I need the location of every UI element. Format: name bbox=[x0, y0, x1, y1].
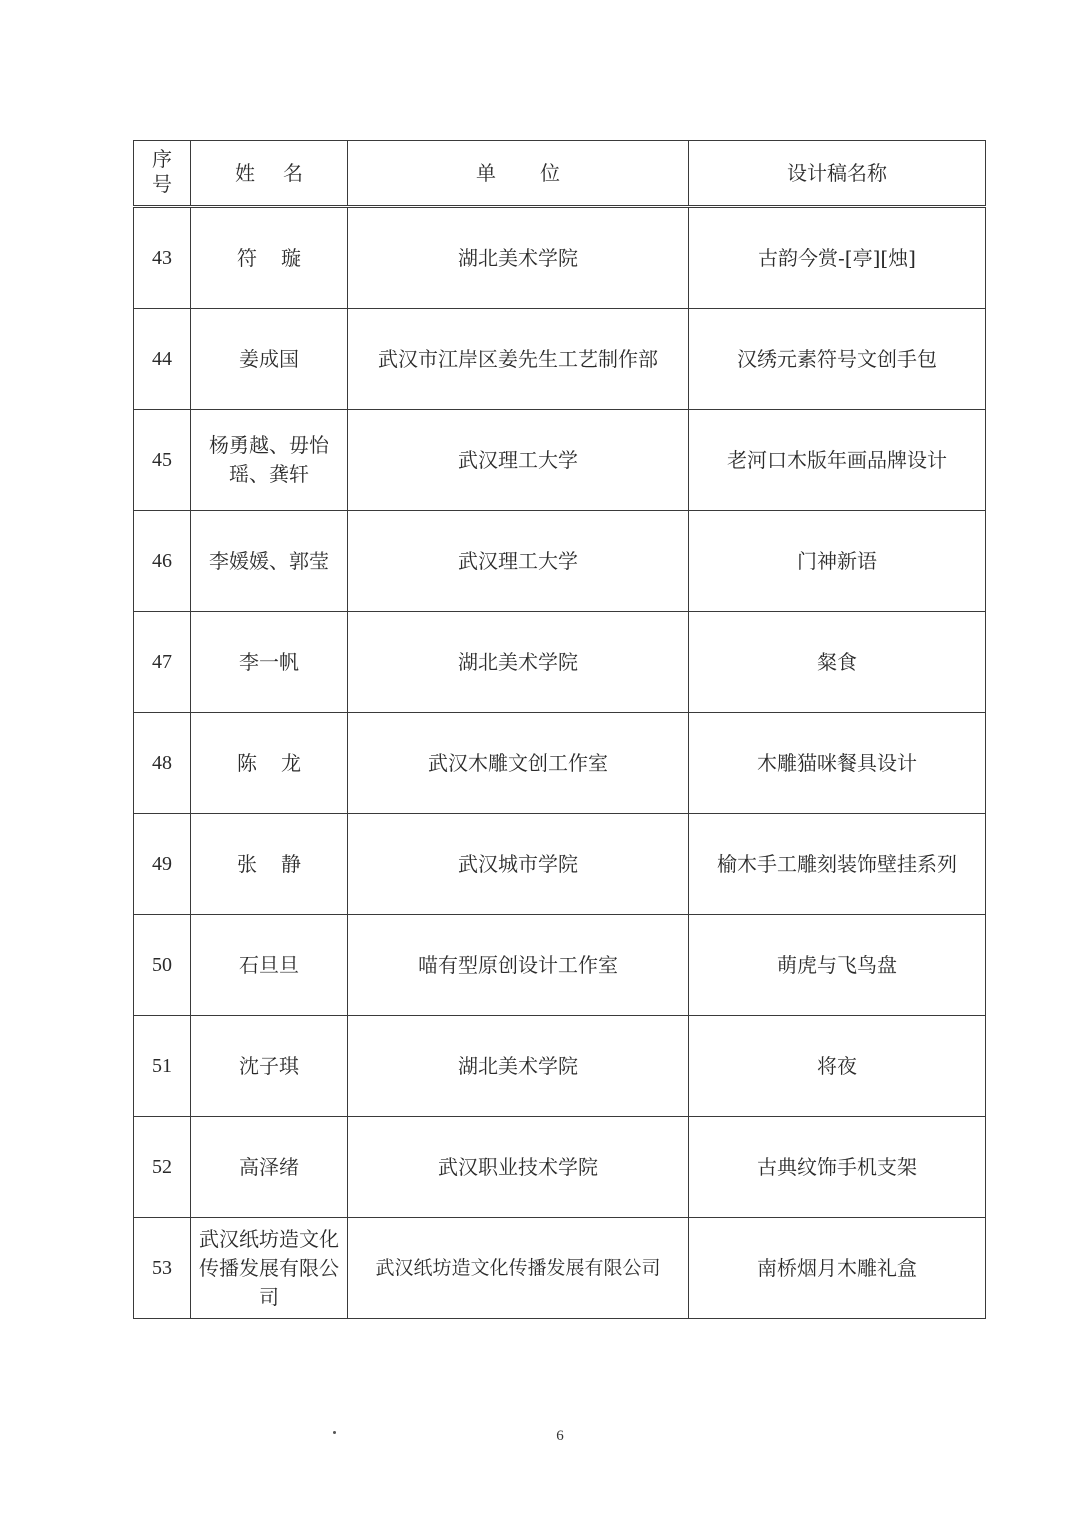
row-title: 老河口木版年画品牌设计 bbox=[689, 410, 986, 511]
header-number bbox=[134, 141, 191, 207]
row-unit: 武汉城市学院 bbox=[348, 814, 689, 915]
row-number: 51 bbox=[134, 1016, 191, 1117]
row-name: 石旦旦 bbox=[191, 915, 348, 1016]
table-header-row bbox=[134, 141, 986, 207]
row-unit: 湖北美术学院 bbox=[348, 1016, 689, 1117]
table-row bbox=[134, 814, 986, 915]
table-row bbox=[134, 713, 986, 814]
awards-table bbox=[133, 140, 986, 1319]
row-number: 53 bbox=[134, 1218, 191, 1319]
row-title: 汉绣元素符号文创手包 bbox=[689, 309, 986, 410]
row-unit: 湖北美术学院 bbox=[348, 612, 689, 713]
table-row bbox=[134, 1117, 986, 1218]
row-title: 门神新语 bbox=[689, 511, 986, 612]
row-unit: 武汉理工大学 bbox=[348, 410, 689, 511]
header-name: 姓名 bbox=[191, 141, 348, 207]
row-number: 49 bbox=[134, 814, 191, 915]
row-title: 南桥烟月木雕礼盒 bbox=[689, 1218, 986, 1319]
row-unit: 湖北美术学院 bbox=[348, 207, 689, 309]
row-name: 沈子琪 bbox=[191, 1016, 348, 1117]
table-row bbox=[134, 309, 986, 410]
table-row bbox=[134, 207, 986, 309]
row-number: 48 bbox=[134, 713, 191, 814]
table-row bbox=[134, 1218, 986, 1319]
row-number: 46 bbox=[134, 511, 191, 612]
row-title: 萌虎与飞鸟盘 bbox=[689, 915, 986, 1016]
table-row bbox=[134, 1016, 986, 1117]
header-unit: 单位 bbox=[348, 141, 689, 207]
row-name: 李媛媛、郭莹 bbox=[191, 511, 348, 612]
row-number: 52 bbox=[134, 1117, 191, 1218]
row-title: 古韵今赏-[亭][烛] bbox=[689, 207, 986, 309]
row-unit: 武汉市江岸区姜先生工艺制作部 bbox=[348, 309, 689, 410]
table-row bbox=[134, 612, 986, 713]
row-unit: 喵有型原创设计工作室 bbox=[348, 915, 689, 1016]
row-title: 木雕猫咪餐具设计 bbox=[689, 713, 986, 814]
table-row bbox=[134, 915, 986, 1016]
row-unit: 武汉理工大学 bbox=[348, 511, 689, 612]
row-unit: 武汉木雕文创工作室 bbox=[348, 713, 689, 814]
row-number: 45 bbox=[134, 410, 191, 511]
table-row bbox=[134, 410, 986, 511]
row-number: 50 bbox=[134, 915, 191, 1016]
row-title: 将夜 bbox=[689, 1016, 986, 1117]
row-number: 44 bbox=[134, 309, 191, 410]
page-number: 6 bbox=[556, 1428, 564, 1444]
header-title: 设计稿名称 bbox=[689, 141, 986, 207]
table-row bbox=[134, 511, 986, 612]
row-name: 武汉纸坊造文化传播发展有限公司 bbox=[191, 1218, 348, 1319]
row-name: 高泽绪 bbox=[191, 1117, 348, 1218]
row-number: 43 bbox=[134, 207, 191, 309]
row-title: 榆木手工雕刻装饰壁挂系列 bbox=[689, 814, 986, 915]
row-name: 符璇 bbox=[191, 207, 348, 309]
row-name: 杨勇越、毋怡瑶、龚轩 bbox=[191, 410, 348, 511]
row-number: 47 bbox=[134, 612, 191, 713]
row-name: 陈龙 bbox=[191, 713, 348, 814]
row-title: 粲食 bbox=[689, 612, 986, 713]
row-name: 张静 bbox=[191, 814, 348, 915]
row-title: 古典纹饰手机支架 bbox=[689, 1117, 986, 1218]
row-unit: 武汉职业技术学院 bbox=[348, 1117, 689, 1218]
row-name: 姜成国 bbox=[191, 309, 348, 410]
row-name: 李一帆 bbox=[191, 612, 348, 713]
header-number-label: 序号 bbox=[152, 147, 172, 196]
row-unit: 武汉纸坊造文化传播发展有限公司 bbox=[348, 1218, 689, 1319]
